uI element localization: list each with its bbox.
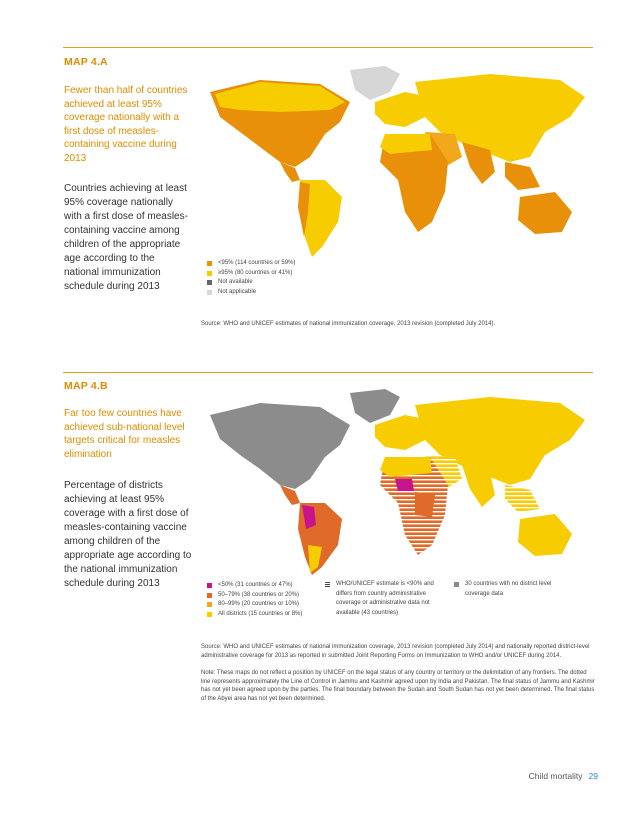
- map-a-legend: [207, 259, 295, 297]
- africa-orange-shape: [415, 492, 435, 517]
- africa-magenta-shape: [395, 479, 414, 491]
- legend-swatch: [207, 280, 212, 285]
- map-a-label: MAP 4.A: [64, 56, 108, 68]
- map-b-legend-col1: [207, 581, 302, 619]
- legend-label: <95% (114 countries or 59%): [218, 260, 296, 266]
- southeast-asia-shape: [505, 485, 540, 512]
- map-a-headline: Fewer than half of countries achieved at least 95% coverage nationally with a first dose of measles-containing vaccine during 2013: [64, 85, 188, 164]
- world-map-b: [200, 387, 595, 577]
- map-b-headline: Far too few countries have achieved sub-national level targets critical for measles elimination: [64, 408, 185, 460]
- legend-label: WHO/UNICEF estimate is <90% and differs from country administrative coverage or administrative data not available (43 countries): [336, 581, 434, 616]
- map-b-label: MAP 4.B: [64, 380, 108, 392]
- legend-item: [207, 269, 295, 279]
- map-a-source: Source: WHO and UNICEF estimates of national immunization coverage, 2013 revision (completed July 2014).: [201, 321, 496, 327]
- map-b-legend-col3: [454, 580, 554, 599]
- map-b-description: Percentage of districts achieving at least 95% coverage with a first dose of measles-containing vaccine among children of the appropriate age according to the national immunization schedule during 2013: [64, 480, 192, 589]
- map-b-source: Source: WHO and UNICEF estimates of national immunization coverage, 2013 revision (completed July 2014) and nationally reported district-level administrative coverage for 2013 as reported in submitted Joint Reporting Forms on Immunization to WHO and/or UNICEF during 2014.: [201, 644, 590, 659]
- map-a-description: Countries achieving at least 95% coverage nationally with a first dose of measles-containing vaccine among children of the appropriate age according to the national immunization schedule during 2013: [64, 183, 188, 292]
- legend-label: Not applicable: [218, 288, 257, 295]
- legend-label: All districts (15 countries or 8%): [218, 610, 303, 617]
- central-america-shape: [280, 485, 300, 505]
- legend-item: [207, 610, 302, 620]
- north-america-shape: [210, 403, 350, 489]
- hatched-swatch: [325, 582, 330, 587]
- top-rule-b: [63, 372, 593, 373]
- legend-swatch: [454, 582, 459, 587]
- top-rule-a: [63, 47, 593, 48]
- legend-label: 80–99% (20 countries or 10%): [218, 601, 300, 607]
- legend-item: [207, 581, 302, 591]
- map-b-legend-col2: [325, 580, 443, 618]
- legend-swatch: [207, 261, 212, 266]
- page-number: 29: [588, 771, 598, 781]
- legend-label: 50–79% (38 countries or 20%): [218, 591, 300, 598]
- legend-swatch: [207, 290, 212, 295]
- greenland-shape: [350, 389, 400, 423]
- southeast-asia-shape: [505, 162, 540, 190]
- legend-item: [207, 600, 302, 610]
- legend-swatch: [207, 583, 212, 588]
- legend-item: [207, 278, 295, 288]
- australia-shape: [518, 514, 572, 556]
- legend-item: [207, 259, 295, 269]
- legend-swatch: [207, 271, 212, 276]
- legend-item: [207, 288, 295, 298]
- greenland-shape: [350, 66, 400, 100]
- legend-label: 30 countries with no district level coverage data: [465, 581, 552, 597]
- legend-label: Not available: [218, 279, 253, 285]
- legend-label: <50% (31 countries or 47%): [218, 582, 293, 588]
- map-b-note: Note: These maps do not reflect a position by UNICEF on the legal status of any country or territory or the delimitation of any frontiers. The dotted line represents approximately the Line of Control in Jammu and Kashmir agreed upon by India and Pakistan. The final status of Jammu and Kashmir has not yet been agreed upon by the parties. The final boundary between the Sudan and South Sudan has not yet been determined. The final status of the Abyei area has not yet been determined.: [201, 670, 595, 702]
- legend-swatch: [207, 602, 212, 607]
- legend-label: ≥95% (80 countries or 41%): [218, 269, 293, 276]
- australia-shape: [518, 192, 572, 234]
- legend-swatch: [207, 612, 212, 617]
- legend-item: [207, 591, 302, 601]
- legend-swatch: [207, 593, 212, 598]
- page-footer: [529, 771, 598, 781]
- world-map-a: [200, 62, 595, 262]
- footer-section: Child mortality: [528, 771, 583, 781]
